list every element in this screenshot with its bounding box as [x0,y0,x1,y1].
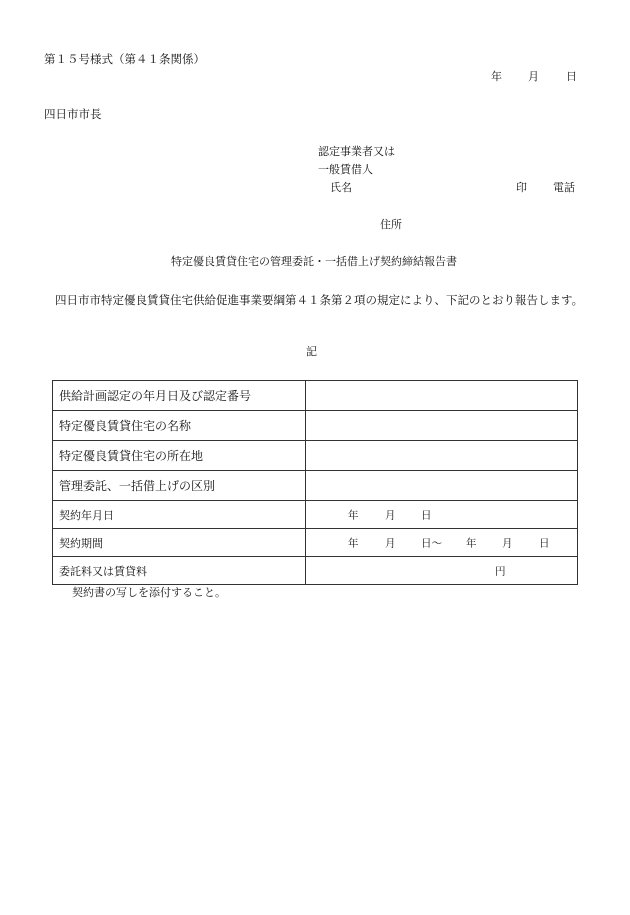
period-end-day-label: 日 [539,537,550,549]
row-label: 委託料又は賃貸料 [53,557,306,585]
row-label: 管理委託、一括借上げの区別 [53,471,306,501]
period-start-year-label: 年 [348,537,359,549]
body-text: 四日市市特定優良賃貸住宅供給促進事業要綱第４１条第２項の規定により、下記のとおり報告します。 [55,293,584,307]
applicant-type-line2: 一般賃借人 [318,163,373,176]
date-month: 月 [528,70,539,83]
row-label: 特定優良賃貸住宅の名称 [53,411,306,441]
contract-month-label: 月 [385,509,396,521]
seal-label: 印 [516,181,527,194]
table-row [53,557,578,585]
table-row [53,381,578,411]
contract-date-field[interactable] [306,501,578,529]
contract-period-field[interactable] [306,529,578,557]
addressee: 四日市市長 [44,107,102,121]
fee-field[interactable] [306,557,578,585]
report-table [52,380,578,585]
form-number: 第１５号様式（第４１条関係） [44,52,205,66]
table-row [53,471,578,501]
address-label: 住所 [380,218,402,231]
table-row [53,501,578,529]
period-start-month-label: 月 [385,537,396,549]
table-row [53,529,578,557]
period-end-month-label: 月 [502,537,513,549]
row-label: 供給計画認定の年月日及び認定番号 [53,381,306,411]
ki-heading: 記 [306,345,317,358]
contract-year-label: 年 [348,509,359,521]
document-title: 特定優良賃貸住宅の管理委託・一括借上げ契約締結報告書 [171,255,457,268]
row-value-field[interactable] [306,381,578,411]
date-day: 日 [566,70,577,83]
applicant-type-line1: 認定事業者又は [318,145,395,158]
contract-day-label: 日 [421,509,432,521]
row-label: 契約期間 [53,529,306,557]
date-year: 年 [491,70,502,83]
name-label: 氏名 [330,181,352,194]
row-label: 特定優良賃貸住宅の所在地 [53,441,306,471]
row-value-field[interactable] [306,411,578,441]
table-row [53,441,578,471]
row-label: 契約年月日 [53,501,306,529]
yen-unit-label: 円 [495,565,506,577]
period-start-day-label: 日～ [421,537,442,549]
tel-label: 電話 [553,181,575,194]
row-value-field[interactable] [306,471,578,501]
table-row [53,411,578,441]
attachment-note: 契約書の写しを添付すること。 [72,586,226,599]
period-end-year-label: 年 [466,537,477,549]
row-value-field[interactable] [306,441,578,471]
